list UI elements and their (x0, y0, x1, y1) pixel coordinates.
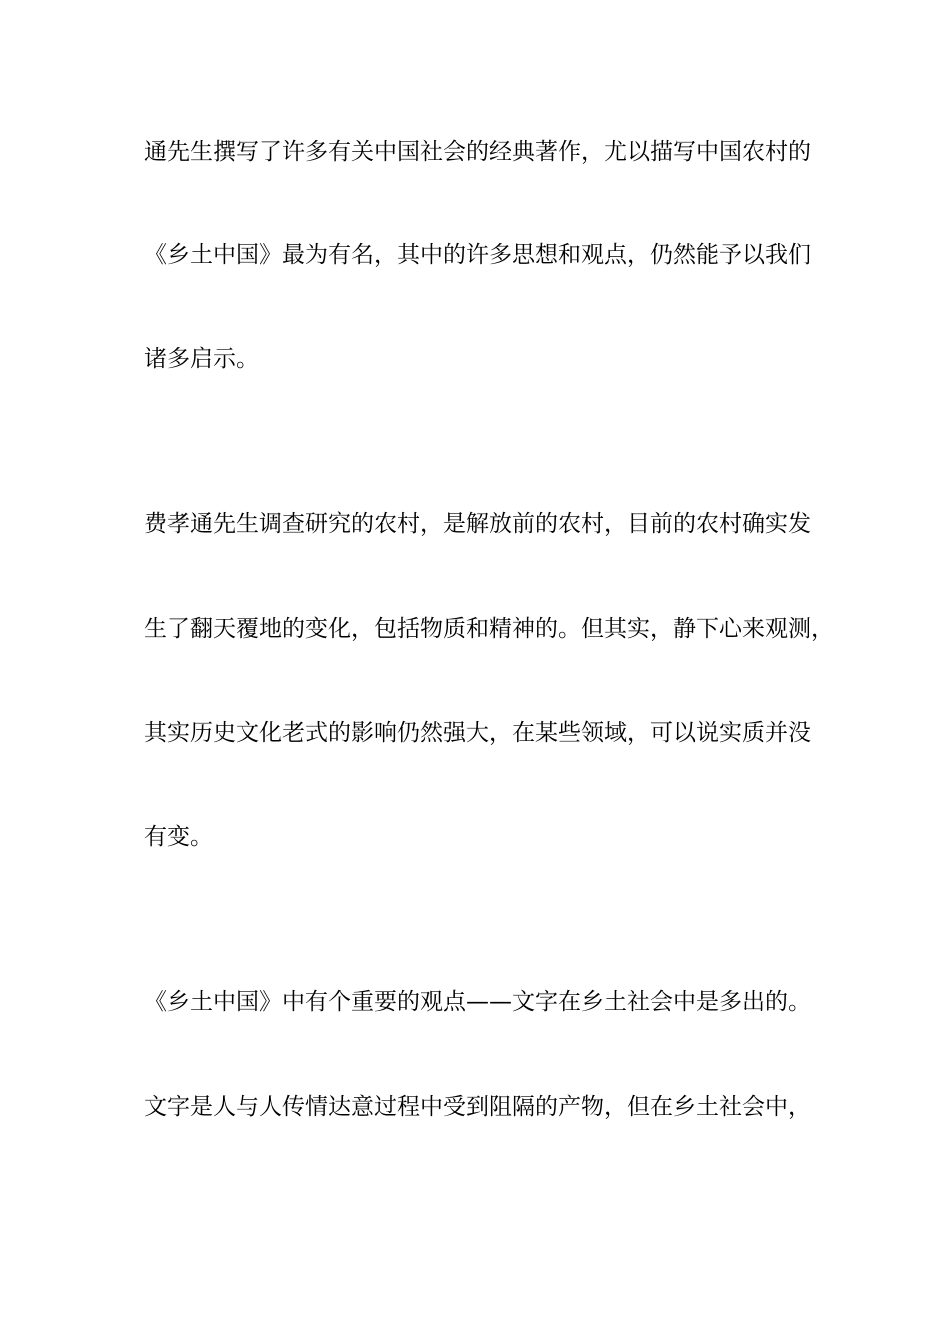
text-line: 其实历史文化老式的影响仍然强大，在某些领域，可以说实质并没 (144, 720, 811, 746)
text-line: 文字是人与人传情达意过程中受到阻隔的产物，但在乡土社会中， (144, 1094, 811, 1120)
text-line: 费孝通先生调查研究的农村，是解放前的农村，目前的农村确实发 (144, 511, 811, 537)
text-line: 生了翻天覆地的变化，包括物质和精神的。但其实，静下心来观测， (144, 616, 834, 642)
text-line: 通先生撰写了许多有关中国社会的经典著作，尤以描写中国农村的 (144, 139, 811, 165)
text-line: 有变。 (144, 824, 213, 850)
text-line: 《乡土中国》最为有名，其中的许多思想和观点，仍然能予以我们 (144, 242, 811, 268)
text-line: 《乡土中国》中有个重要的观点——文字在乡土社会中是多出的。 (144, 989, 811, 1015)
text-line: 诸多启示。 (144, 346, 259, 372)
